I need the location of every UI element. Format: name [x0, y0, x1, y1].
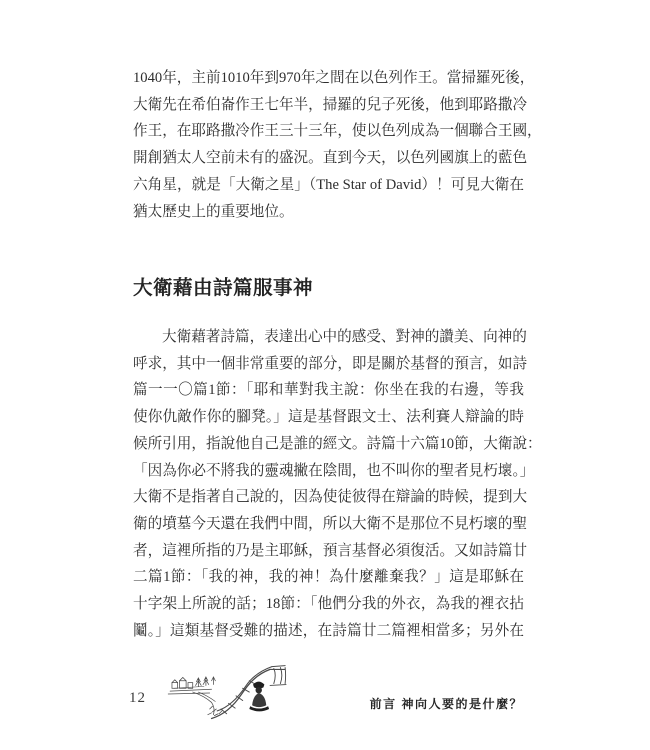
body-text-line: 大衛藉著詩篇，表達出心中的感受、對神的讚美、向神的 [162, 329, 527, 345]
body-text-line: 猶太歷史上的重要地位。 [133, 203, 294, 220]
body-text-line: 大衛先在希伯崙作王七年半，掃羅的兒子死後，他到耶路撒冷 [133, 96, 528, 113]
kneeling-figure [249, 682, 269, 712]
body-text-line: 鬮。」這類基督受難的描述，在詩篇廿二篇裡相當多；另外在 [133, 622, 524, 639]
body-text-line: 開創猶太人空前未有的盛況。直到今天，以色列國旗上的藍色 [133, 150, 528, 167]
running-title: 前言 神向人要的是什麼？ [369, 697, 523, 711]
page-number: 12 [129, 690, 146, 706]
paragraph-2 [133, 324, 542, 644]
body-text-line: 呼求，其中一個非常重要的部分，即是關於基督的預言，如詩 [133, 355, 528, 372]
paragraph-1 [133, 65, 542, 225]
body-text-line: 十字架上所說的話；18節：「他們分我的外衣，為我的裡衣拈 [133, 596, 524, 613]
body-text-line: 1040年，主前1010年到970年之間在以色列作王。當掃羅死後， [133, 70, 535, 86]
body-text-line: 候所引用，指說他自己是誰的經文。詩篇十六篇10節，大衛說： [133, 435, 542, 452]
body-text-line: 者，這裡所指的乃是主耶穌，預言基督必須復活。又如詩篇廿 [133, 542, 528, 559]
kneeling-pilgrim-illustration [153, 660, 289, 726]
body-text-line: 大衛不是指著自己說的，因為使徒彼得在辯論的時候，提到大 [133, 489, 528, 506]
body-text-line: 作王，在耶路撒冷作王三十三年，使以色列成為一個聯合王國， [133, 123, 542, 140]
body-text-line: 六角星，就是「大衛之星」（The Star of David）！可見大衛在 [133, 176, 524, 193]
body-text-line: 「因為你必不將我的靈魂撇在陰間，也不叫你的聖者見朽壞。」 [133, 462, 535, 479]
section-heading: 大衛藉由詩篇服事神 [133, 278, 314, 299]
body-text-line: 使你仇敵作你的腳凳。」這是基督跟文士、法利賽人辯論的時 [133, 409, 524, 426]
body-text-line: 二篇1節：「我的神，我的神！為什麼離棄我？」這是耶穌在 [133, 569, 524, 586]
body-text-line: 衛的墳墓今天還在我們中間，所以大衛不是那位不見朽壞的聖 [133, 515, 528, 532]
body-text-line: 篇一一〇篇1節：「耶和華對我主說：你坐在我的右邊，等我 [133, 382, 524, 399]
